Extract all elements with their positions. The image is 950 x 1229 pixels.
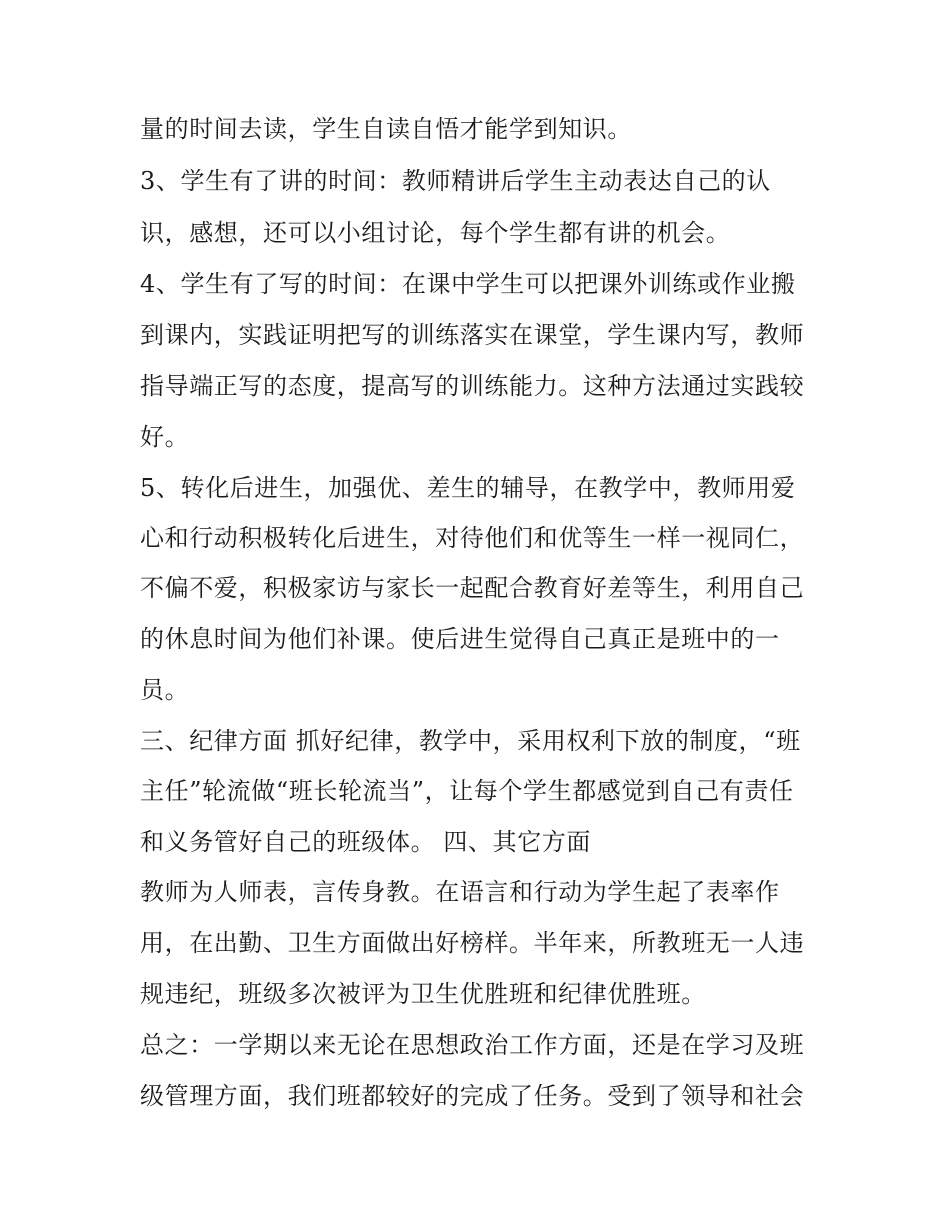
text-line: 总之：一学期以来无论在思想政治工作方面，还是在学习及班 [140,1031,805,1059]
text-line: 主任”轮流做“班长轮流当”，让每个学生都感觉到自己有责任 [140,777,794,805]
text-line: 级管理方面，我们班都较好的完成了任务。受到了领导和社会 [140,1082,805,1110]
text-line: 用，在出勤、卫生方面做出好榜样。半年来，所教班无一人违 [140,929,805,957]
text-line: 心和行动积极转化后进生，对待他们和优等生一样一视同仁， [140,524,805,552]
text-line: 不偏不爱，积极家访与家长一起配合教育好差等生，利用自己 [140,574,805,602]
text-line: 4、学生有了写的时间：在课中学生可以把课外训练或作业搬 [140,270,796,298]
text-line: 量的时间去读，学生自读自悟才能学到知识。 [140,115,632,143]
text-line: 的休息时间为他们补课。使后进生觉得自己真正是班中的一 [140,625,780,653]
text-line: 教师为人师表，言传身教。在语言和行动为学生起了表率作 [140,878,780,906]
text-line: 好。 [140,423,190,451]
text-line: 规违纪，班级多次被评为卫生优胜班和纪律优胜班。 [140,980,706,1008]
text-line: 到课内，实践证明把写的训练落实在课堂，学生课内写，教师 [140,321,805,349]
text-line: 三、纪律方面 抓好纪律，教学中，采用权利下放的制度，“班 [140,727,801,755]
text-line: 指导端正写的态度，提高写的训练能力。这种方法通过实践较 [140,372,805,400]
text-line: 识，感想，还可以小组讨论，每个学生都有讲的机会。 [140,219,731,247]
text-line: 和义务管好自己的班级体。 四、其它方面 [140,828,592,856]
text-line: 员。 [140,676,190,704]
text-line: 5、转化后进生，加强优、差生的辅导，在教学中，教师用爱 [140,474,796,502]
text-line: 3、学生有了讲的时间：教师精讲后学生主动表达自己的认 [140,167,771,195]
